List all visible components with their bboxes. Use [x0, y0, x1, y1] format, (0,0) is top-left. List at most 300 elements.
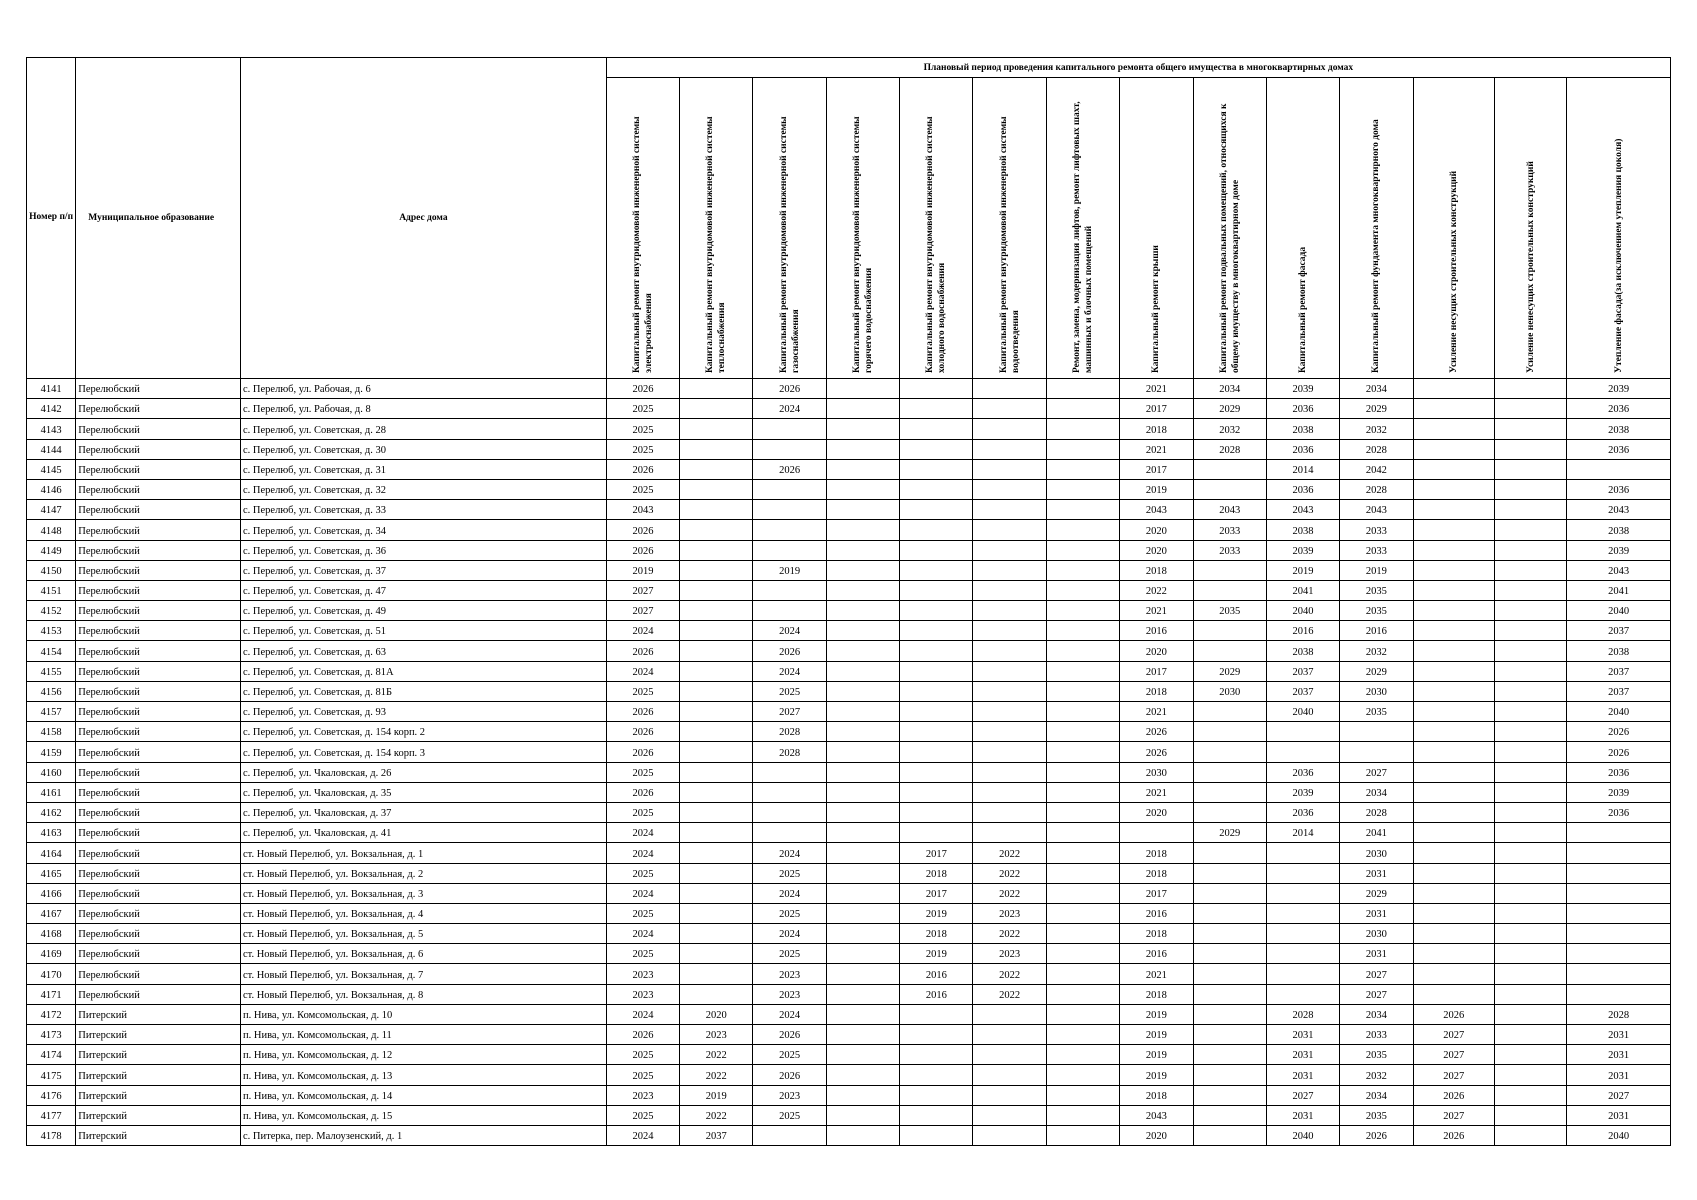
row-year-cell: 2026	[1413, 1085, 1494, 1105]
row-year-cell	[1193, 1125, 1266, 1145]
row-year-cell: 2019	[753, 560, 826, 580]
row-municipality: Перелюбский	[76, 459, 241, 479]
row-year-cell: 2034	[1340, 782, 1413, 802]
row-year-cell	[1413, 924, 1494, 944]
row-year-cell	[1413, 742, 1494, 762]
row-year-cell	[826, 379, 899, 399]
row-year-cell	[826, 1125, 899, 1145]
row-year-cell: 2026	[606, 459, 679, 479]
row-year-cell	[1413, 399, 1494, 419]
row-year-cell: 2025	[606, 802, 679, 822]
row-year-cell: 2021	[1120, 439, 1193, 459]
row-year-cell: 2026	[1340, 1125, 1413, 1145]
row-year-cell	[826, 560, 899, 580]
row-year-cell: 2031	[1266, 1025, 1339, 1045]
table-row	[27, 641, 1671, 661]
row-year-cell	[753, 419, 826, 439]
row-year-cell	[1494, 520, 1566, 540]
row-year-cell	[680, 762, 753, 782]
row-year-cell	[900, 1085, 973, 1105]
row-address: с. Перелюб, ул. Советская, д. 33	[241, 500, 607, 520]
header-work-type-label: Капитальный ремонт внутридомовой инженерной системы электроснабжения	[631, 116, 654, 373]
row-address: с. Перелюб, ул. Чкаловская, д. 37	[241, 802, 607, 822]
row-year-cell: 2026	[753, 1025, 826, 1045]
row-number: 4157	[27, 702, 76, 722]
row-year-cell	[1494, 399, 1566, 419]
row-year-cell	[1494, 379, 1566, 399]
row-year-cell: 2038	[1567, 520, 1671, 540]
row-year-cell: 2039	[1266, 379, 1339, 399]
header-work-type-label: Капитальный ремонт внутридомовой инженерной системы горячего водоснабжения	[851, 116, 874, 373]
row-year-cell	[1567, 843, 1671, 863]
row-year-cell: 2025	[606, 479, 679, 499]
row-year-cell: 2036	[1567, 399, 1671, 419]
row-year-cell: 2033	[1340, 540, 1413, 560]
row-number: 4168	[27, 924, 76, 944]
table-row	[27, 823, 1671, 843]
row-year-cell: 2037	[1567, 681, 1671, 701]
row-address: с. Перелюб, ул. Советская, д. 31	[241, 459, 607, 479]
table-row	[27, 399, 1671, 419]
row-year-cell: 2021	[1120, 379, 1193, 399]
row-municipality: Перелюбский	[76, 924, 241, 944]
row-year-cell	[973, 802, 1046, 822]
row-number: 4161	[27, 782, 76, 802]
row-year-cell	[1494, 742, 1566, 762]
row-year-cell: 2026	[753, 641, 826, 661]
row-municipality: Перелюбский	[76, 661, 241, 681]
row-year-cell: 2031	[1340, 944, 1413, 964]
table-row	[27, 702, 1671, 722]
row-year-cell	[900, 1065, 973, 1085]
row-year-cell	[1046, 621, 1119, 641]
row-year-cell: 2018	[1120, 681, 1193, 701]
row-year-cell	[1413, 802, 1494, 822]
table-row	[27, 742, 1671, 762]
row-address: ст. Новый Перелюб, ул. Вокзальная, д. 7	[241, 964, 607, 984]
table-row	[27, 1125, 1671, 1145]
row-municipality: Перелюбский	[76, 883, 241, 903]
table-row	[27, 964, 1671, 984]
row-year-cell: 2040	[1567, 1125, 1671, 1145]
table-row	[27, 1025, 1671, 1045]
row-year-cell	[680, 863, 753, 883]
row-year-cell	[1413, 419, 1494, 439]
header-work-type-3	[753, 78, 826, 379]
repair-schedule-table	[26, 57, 1671, 1146]
row-year-cell	[753, 439, 826, 459]
header-work-type-5	[900, 78, 973, 379]
header-work-type-10	[1266, 78, 1339, 379]
row-year-cell	[826, 722, 899, 742]
row-year-cell	[1494, 702, 1566, 722]
row-address: ст. Новый Перелюб, ул. Вокзальная, д. 8	[241, 984, 607, 1004]
row-year-cell	[973, 1125, 1046, 1145]
row-year-cell	[1494, 580, 1566, 600]
row-year-cell: 2019	[1120, 1004, 1193, 1024]
row-year-cell: 2033	[1193, 540, 1266, 560]
row-year-cell	[1266, 903, 1339, 923]
row-year-cell	[1046, 560, 1119, 580]
row-year-cell	[973, 1004, 1046, 1024]
row-year-cell: 2020	[1120, 540, 1193, 560]
row-municipality: Перелюбский	[76, 702, 241, 722]
row-address: ст. Новый Перелюб, ул. Вокзальная, д. 5	[241, 924, 607, 944]
row-year-cell	[1266, 742, 1339, 762]
row-number: 4162	[27, 802, 76, 822]
row-year-cell: 2021	[1120, 782, 1193, 802]
row-year-cell	[680, 379, 753, 399]
row-year-cell	[1494, 560, 1566, 580]
table-row	[27, 984, 1671, 1004]
header-plan-period: Плановый период проведения капитального ремонта общего имущества в многоквартирных домах	[606, 58, 1670, 78]
row-year-cell: 2027	[606, 601, 679, 621]
row-year-cell	[826, 1105, 899, 1125]
row-year-cell: 2033	[1193, 520, 1266, 540]
header-work-type-label: Ремонт, замена, модернизация лифтов, ремонт лифтовых шахт, машинных и блочных помещений	[1072, 101, 1094, 373]
row-address: с. Перелюб, ул. Советская, д. 51	[241, 621, 607, 641]
row-year-cell	[1413, 580, 1494, 600]
row-municipality: Питерский	[76, 1105, 241, 1125]
row-year-cell: 2031	[1340, 863, 1413, 883]
header-work-type-label: Капитальный ремонт фасада	[1298, 246, 1309, 373]
row-year-cell	[1046, 823, 1119, 843]
row-year-cell	[1266, 722, 1339, 742]
row-number: 4142	[27, 399, 76, 419]
row-year-cell	[900, 1125, 973, 1145]
row-address: ст. Новый Перелюб, ул. Вокзальная, д. 6	[241, 944, 607, 964]
row-number: 4146	[27, 479, 76, 499]
row-year-cell: 2027	[753, 702, 826, 722]
row-number: 4173	[27, 1025, 76, 1045]
row-year-cell	[1567, 964, 1671, 984]
table-row	[27, 782, 1671, 802]
row-year-cell: 2023	[753, 1085, 826, 1105]
row-year-cell	[973, 1065, 1046, 1085]
row-year-cell	[900, 621, 973, 641]
row-address: с. Перелюб, ул. Советская, д. 37	[241, 560, 607, 580]
table-row	[27, 520, 1671, 540]
row-year-cell	[680, 903, 753, 923]
row-year-cell: 2026	[753, 1065, 826, 1085]
row-address: п. Нива, ул. Комсомольская, д. 14	[241, 1085, 607, 1105]
row-number: 4148	[27, 520, 76, 540]
row-municipality: Перелюбский	[76, 944, 241, 964]
row-year-cell: 2027	[1567, 1085, 1671, 1105]
row-year-cell	[826, 661, 899, 681]
row-year-cell	[1413, 681, 1494, 701]
row-year-cell	[973, 661, 1046, 681]
row-year-cell: 2025	[606, 863, 679, 883]
row-number: 4143	[27, 419, 76, 439]
row-municipality: Перелюбский	[76, 520, 241, 540]
row-year-cell: 2043	[1567, 500, 1671, 520]
row-year-cell: 2031	[1266, 1105, 1339, 1125]
row-year-cell: 2026	[606, 540, 679, 560]
row-address: с. Перелюб, ул. Советская, д. 30	[241, 439, 607, 459]
row-year-cell: 2024	[606, 823, 679, 843]
row-year-cell: 2025	[606, 1045, 679, 1065]
row-year-cell: 2029	[1340, 661, 1413, 681]
row-year-cell	[973, 399, 1046, 419]
row-year-cell	[680, 479, 753, 499]
row-year-cell	[1046, 661, 1119, 681]
row-address: ст. Новый Перелюб, ул. Вокзальная, д. 2	[241, 863, 607, 883]
header-number: Номер п/п	[27, 58, 76, 379]
row-year-cell	[900, 1105, 973, 1125]
row-year-cell	[1494, 782, 1566, 802]
row-year-cell: 2030	[1193, 681, 1266, 701]
row-year-cell: 2036	[1266, 802, 1339, 822]
row-year-cell	[900, 580, 973, 600]
row-year-cell	[1567, 924, 1671, 944]
row-year-cell: 2043	[1120, 1105, 1193, 1125]
row-municipality: Питерский	[76, 1004, 241, 1024]
row-year-cell: 2030	[1120, 762, 1193, 782]
row-address: с. Перелюб, ул. Рабочая, д. 6	[241, 379, 607, 399]
row-year-cell: 2018	[900, 924, 973, 944]
row-year-cell: 2031	[1567, 1045, 1671, 1065]
row-year-cell: 2040	[1266, 601, 1339, 621]
row-year-cell	[1413, 520, 1494, 540]
row-year-cell: 2028	[753, 742, 826, 762]
row-year-cell: 2034	[1193, 379, 1266, 399]
row-year-cell: 2021	[1120, 964, 1193, 984]
row-year-cell	[1567, 459, 1671, 479]
row-address: п. Нива, ул. Комсомольская, д. 13	[241, 1065, 607, 1085]
row-year-cell	[680, 802, 753, 822]
row-year-cell	[900, 661, 973, 681]
row-year-cell: 2027	[1266, 1085, 1339, 1105]
row-municipality: Перелюбский	[76, 782, 241, 802]
row-year-cell: 2023	[680, 1025, 753, 1045]
row-year-cell	[1046, 702, 1119, 722]
row-year-cell	[826, 742, 899, 762]
row-year-cell	[1046, 379, 1119, 399]
row-year-cell	[1494, 681, 1566, 701]
row-year-cell	[900, 802, 973, 822]
row-year-cell	[826, 843, 899, 863]
row-year-cell: 2040	[1567, 702, 1671, 722]
row-year-cell	[1046, 722, 1119, 742]
row-year-cell: 2024	[753, 621, 826, 641]
row-year-cell	[680, 681, 753, 701]
header-row-1	[27, 58, 1671, 78]
row-year-cell	[900, 823, 973, 843]
row-year-cell	[1266, 944, 1339, 964]
row-year-cell	[1193, 641, 1266, 661]
row-year-cell	[1193, 479, 1266, 499]
row-year-cell	[1266, 924, 1339, 944]
row-number: 4164	[27, 843, 76, 863]
row-year-cell	[1266, 843, 1339, 863]
row-number: 4175	[27, 1065, 76, 1085]
row-year-cell	[753, 540, 826, 560]
row-year-cell	[826, 641, 899, 661]
row-year-cell	[826, 883, 899, 903]
row-year-cell	[826, 681, 899, 701]
row-year-cell	[680, 883, 753, 903]
row-year-cell: 2033	[1340, 520, 1413, 540]
row-year-cell: 2019	[900, 944, 973, 964]
row-year-cell: 2027	[1413, 1025, 1494, 1045]
row-number: 4144	[27, 439, 76, 459]
row-year-cell	[973, 823, 1046, 843]
row-year-cell	[1193, 843, 1266, 863]
row-number: 4156	[27, 681, 76, 701]
row-number: 4145	[27, 459, 76, 479]
row-year-cell	[680, 823, 753, 843]
row-year-cell	[826, 863, 899, 883]
row-year-cell	[1567, 984, 1671, 1004]
row-number: 4172	[27, 1004, 76, 1024]
row-year-cell: 2029	[1193, 823, 1266, 843]
row-municipality: Перелюбский	[76, 379, 241, 399]
table-row	[27, 883, 1671, 903]
row-year-cell	[1266, 883, 1339, 903]
row-year-cell: 2025	[606, 419, 679, 439]
row-year-cell	[753, 520, 826, 540]
row-year-cell: 2035	[1340, 601, 1413, 621]
row-year-cell	[1193, 782, 1266, 802]
row-year-cell	[1413, 722, 1494, 742]
table-row	[27, 762, 1671, 782]
header-work-type-label: Усиление несущих строительных конструкций	[1448, 170, 1459, 373]
row-year-cell	[826, 419, 899, 439]
row-address: с. Перелюб, ул. Советская, д. 47	[241, 580, 607, 600]
row-address: с. Перелюб, ул. Советская, д. 63	[241, 641, 607, 661]
row-year-cell: 2024	[753, 843, 826, 863]
row-year-cell: 2019	[680, 1085, 753, 1105]
row-year-cell	[900, 722, 973, 742]
row-year-cell	[1046, 419, 1119, 439]
row-year-cell	[973, 1085, 1046, 1105]
row-year-cell: 2019	[1340, 560, 1413, 580]
row-year-cell	[1046, 863, 1119, 883]
row-year-cell	[1046, 782, 1119, 802]
row-number: 4174	[27, 1045, 76, 1065]
row-year-cell: 2018	[1120, 1085, 1193, 1105]
row-year-cell	[1413, 843, 1494, 863]
row-year-cell: 2031	[1567, 1065, 1671, 1085]
row-address: с. Перелюб, ул. Советская, д. 28	[241, 419, 607, 439]
row-year-cell	[1046, 903, 1119, 923]
row-year-cell: 2024	[753, 924, 826, 944]
row-year-cell	[680, 580, 753, 600]
row-year-cell	[1413, 883, 1494, 903]
row-municipality: Перелюбский	[76, 540, 241, 560]
table-row	[27, 944, 1671, 964]
row-year-cell	[973, 621, 1046, 641]
row-year-cell: 2028	[1567, 1004, 1671, 1024]
row-year-cell: 2027	[1340, 964, 1413, 984]
row-year-cell	[826, 1085, 899, 1105]
row-year-cell: 2022	[680, 1065, 753, 1085]
row-year-cell: 2039	[1266, 540, 1339, 560]
row-year-cell: 2029	[1193, 399, 1266, 419]
row-year-cell	[1046, 681, 1119, 701]
header-work-type-label: Капитальный ремонт внутридомовой инженерной системы холодного водоснабжения	[925, 116, 948, 373]
row-year-cell	[1120, 823, 1193, 843]
row-year-cell: 2026	[1567, 722, 1671, 742]
row-year-cell	[1413, 621, 1494, 641]
row-year-cell: 2024	[753, 661, 826, 681]
row-year-cell: 2024	[606, 621, 679, 641]
table-row	[27, 1065, 1671, 1085]
row-year-cell	[1193, 984, 1266, 1004]
row-year-cell	[826, 500, 899, 520]
row-year-cell: 2039	[1567, 379, 1671, 399]
header-municipality: Муниципальное образование	[76, 58, 241, 379]
row-year-cell: 2017	[900, 843, 973, 863]
row-year-cell: 2017	[1120, 399, 1193, 419]
row-year-cell: 2016	[900, 964, 973, 984]
row-year-cell: 2017	[1120, 883, 1193, 903]
row-year-cell: 2027	[1340, 984, 1413, 1004]
row-year-cell	[900, 479, 973, 499]
row-year-cell: 2026	[606, 641, 679, 661]
row-year-cell: 2022	[973, 964, 1046, 984]
row-year-cell	[1046, 924, 1119, 944]
row-year-cell	[973, 459, 1046, 479]
row-address: с. Перелюб, ул. Чкаловская, д. 26	[241, 762, 607, 782]
row-year-cell: 2040	[1266, 702, 1339, 722]
row-year-cell: 2038	[1266, 419, 1339, 439]
row-year-cell: 2038	[1266, 520, 1339, 540]
row-year-cell	[1413, 984, 1494, 1004]
table-row	[27, 580, 1671, 600]
row-year-cell: 2019	[1266, 560, 1339, 580]
row-municipality: Перелюбский	[76, 500, 241, 520]
row-year-cell	[1413, 863, 1494, 883]
row-year-cell	[826, 1004, 899, 1024]
row-municipality: Перелюбский	[76, 621, 241, 641]
row-year-cell: 2036	[1567, 762, 1671, 782]
row-year-cell	[1193, 1025, 1266, 1045]
repair-schedule-sheet	[26, 57, 1671, 1146]
row-year-cell: 2016	[1266, 621, 1339, 641]
row-year-cell: 2042	[1340, 459, 1413, 479]
row-year-cell	[1494, 1125, 1566, 1145]
table-row	[27, 439, 1671, 459]
row-year-cell: 2037	[1266, 661, 1339, 681]
row-year-cell	[1046, 500, 1119, 520]
row-year-cell	[826, 621, 899, 641]
row-municipality: Перелюбский	[76, 823, 241, 843]
row-year-cell	[826, 944, 899, 964]
row-year-cell	[1567, 903, 1671, 923]
row-year-cell: 2028	[1340, 802, 1413, 822]
row-year-cell	[680, 621, 753, 641]
row-year-cell	[973, 560, 1046, 580]
row-year-cell	[1046, 1105, 1119, 1125]
row-year-cell	[680, 843, 753, 863]
row-year-cell: 2023	[606, 964, 679, 984]
row-year-cell	[826, 479, 899, 499]
row-year-cell: 2036	[1266, 439, 1339, 459]
row-year-cell	[680, 702, 753, 722]
row-year-cell: 2026	[606, 379, 679, 399]
table-body	[27, 379, 1671, 1146]
table-row	[27, 1085, 1671, 1105]
row-year-cell	[973, 439, 1046, 459]
header-work-type-label: Утепление фасада(за исключением утепления цоколя)	[1613, 138, 1624, 373]
row-year-cell: 2018	[1120, 924, 1193, 944]
row-year-cell	[1413, 782, 1494, 802]
row-year-cell: 2026	[1413, 1125, 1494, 1145]
row-year-cell	[1193, 802, 1266, 822]
row-year-cell	[973, 762, 1046, 782]
